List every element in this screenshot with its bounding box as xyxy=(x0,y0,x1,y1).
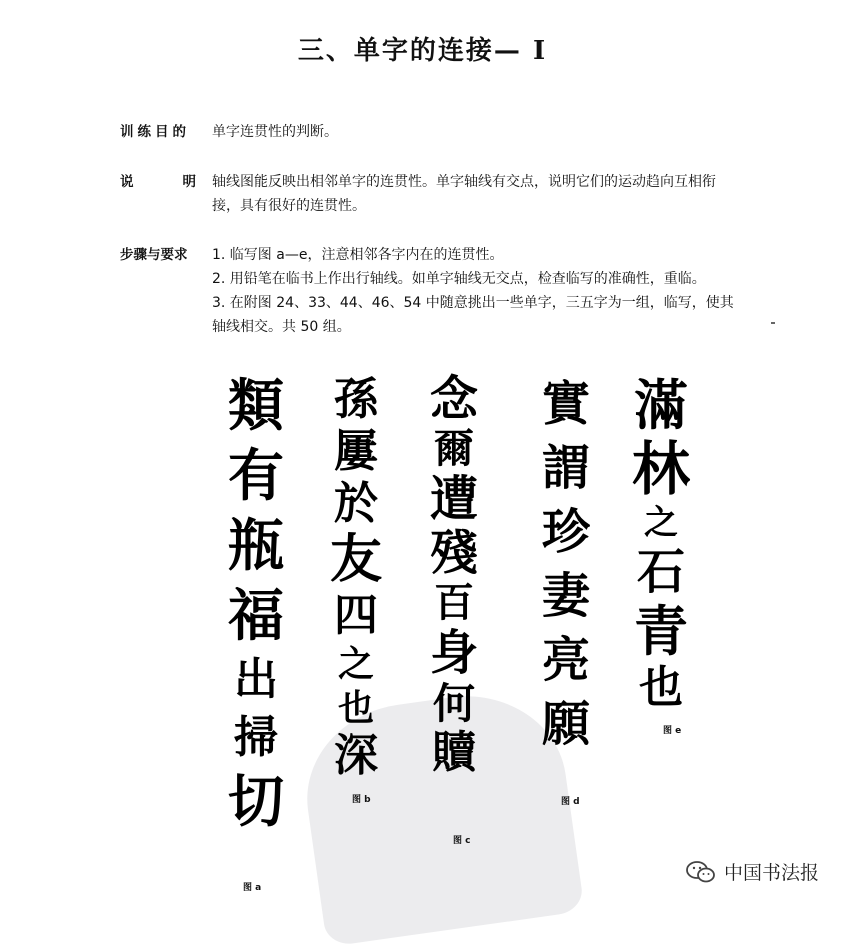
step-line-4: 轴线相交。共 50 组。 xyxy=(212,319,351,335)
explanation-section xyxy=(120,170,785,218)
calligraphy-char: 妻 xyxy=(542,568,591,624)
calligraphy-char: 有 xyxy=(228,443,284,509)
step-line-2: 2. 用铅笔在临书上作出行轴线。如单字轴线无交点，检查临写的准确性，重临。 xyxy=(212,271,706,287)
calligraphy-char: 深 xyxy=(334,730,378,781)
calligraphy-char: 也 xyxy=(338,687,375,729)
calligraphy-char: 滿 xyxy=(634,373,688,437)
calligraphy-char: 也 xyxy=(639,662,683,713)
calligraphy-char: 出 xyxy=(234,654,278,705)
calligraphy-char: 類 xyxy=(228,373,284,439)
calligraphy-char: 友 xyxy=(330,529,383,590)
figure-e-column xyxy=(632,373,691,713)
wechat-account-name: 中国书法报 xyxy=(723,862,819,884)
figure-a-label: 图 a xyxy=(243,883,262,893)
purpose-label: 训练目的 xyxy=(120,124,190,140)
explanation-label-a: 说 xyxy=(120,174,134,190)
calligraphy-char: 切 xyxy=(228,769,284,835)
calligraphy-char: 實 xyxy=(542,376,591,432)
calligraphy-char: 石 xyxy=(637,544,686,600)
explanation-line-1: 轴线图能反映出相邻单字的连贯性。单字轴线有交点，说明它们的运动趋向互相衔 xyxy=(212,174,716,190)
calligraphy-char: 掃 xyxy=(234,712,278,763)
calligraphy-char: 贖 xyxy=(432,727,476,778)
calligraphy-char: 遭 xyxy=(430,471,479,527)
calligraphy-char: 百 xyxy=(434,579,474,626)
figure-b-label: 图 b xyxy=(352,795,371,805)
calligraphy-char: 林 xyxy=(632,435,691,503)
calligraphy-char: 福 xyxy=(228,583,284,649)
calligraphy-char: 念 xyxy=(430,371,479,427)
calligraphy-char: 於 xyxy=(334,478,378,529)
step-line-1: 1. 临写图 a—e，注意相邻各字内在的连贯性。 xyxy=(212,247,504,263)
purpose-text: 单字连贯性的判断。 xyxy=(212,124,338,140)
figure-b-column xyxy=(330,374,383,781)
calligraphy-char: 瓶 xyxy=(228,513,284,579)
calligraphy-char: 殘 xyxy=(430,525,479,581)
calligraphy-char: 孫 xyxy=(334,374,378,425)
calligraphy-char: 謂 xyxy=(542,440,591,496)
calligraphy-char: 何 xyxy=(433,679,476,728)
calligraphy-char: 亮 xyxy=(542,632,591,688)
calligraphy-char: 四 xyxy=(334,590,378,641)
calligraphy-char: 屢 xyxy=(334,426,378,477)
explanation-label-b: 明 xyxy=(182,174,196,190)
steps-label: 步骤与要求 xyxy=(120,247,188,263)
figure-d-label: 图 d xyxy=(561,797,580,807)
calligraphy-char: 願 xyxy=(542,696,591,752)
page-title: 三、单字的连接— I xyxy=(297,36,548,66)
figure-a-column xyxy=(228,373,284,835)
figure-e-label: 图 e xyxy=(663,726,682,736)
figure-c-label: 图 c xyxy=(453,836,471,846)
calligraphy-char: 珍 xyxy=(542,504,591,560)
calligraphy-char: 青 xyxy=(634,599,688,663)
figure-d-column xyxy=(542,376,591,752)
figure-c-column xyxy=(430,371,479,778)
wechat-icon xyxy=(686,860,716,884)
calligraphy-char: 身 xyxy=(430,625,479,681)
calligraphy-char: 之 xyxy=(338,643,375,685)
steps-section xyxy=(120,243,785,339)
calligraphy-char: 爾 xyxy=(434,425,474,472)
purpose-section xyxy=(120,120,785,144)
step-line-3: 3. 在附图 24、33、44、46、54 中随意挑出一些单字，三五字为一组，临写，使其 xyxy=(212,295,734,311)
calligraphy-char: 之 xyxy=(644,503,678,543)
margin-mark xyxy=(771,322,775,324)
wechat-watermark xyxy=(686,858,819,885)
explanation-line-2: 接，具有很好的连贯性。 xyxy=(212,198,366,214)
